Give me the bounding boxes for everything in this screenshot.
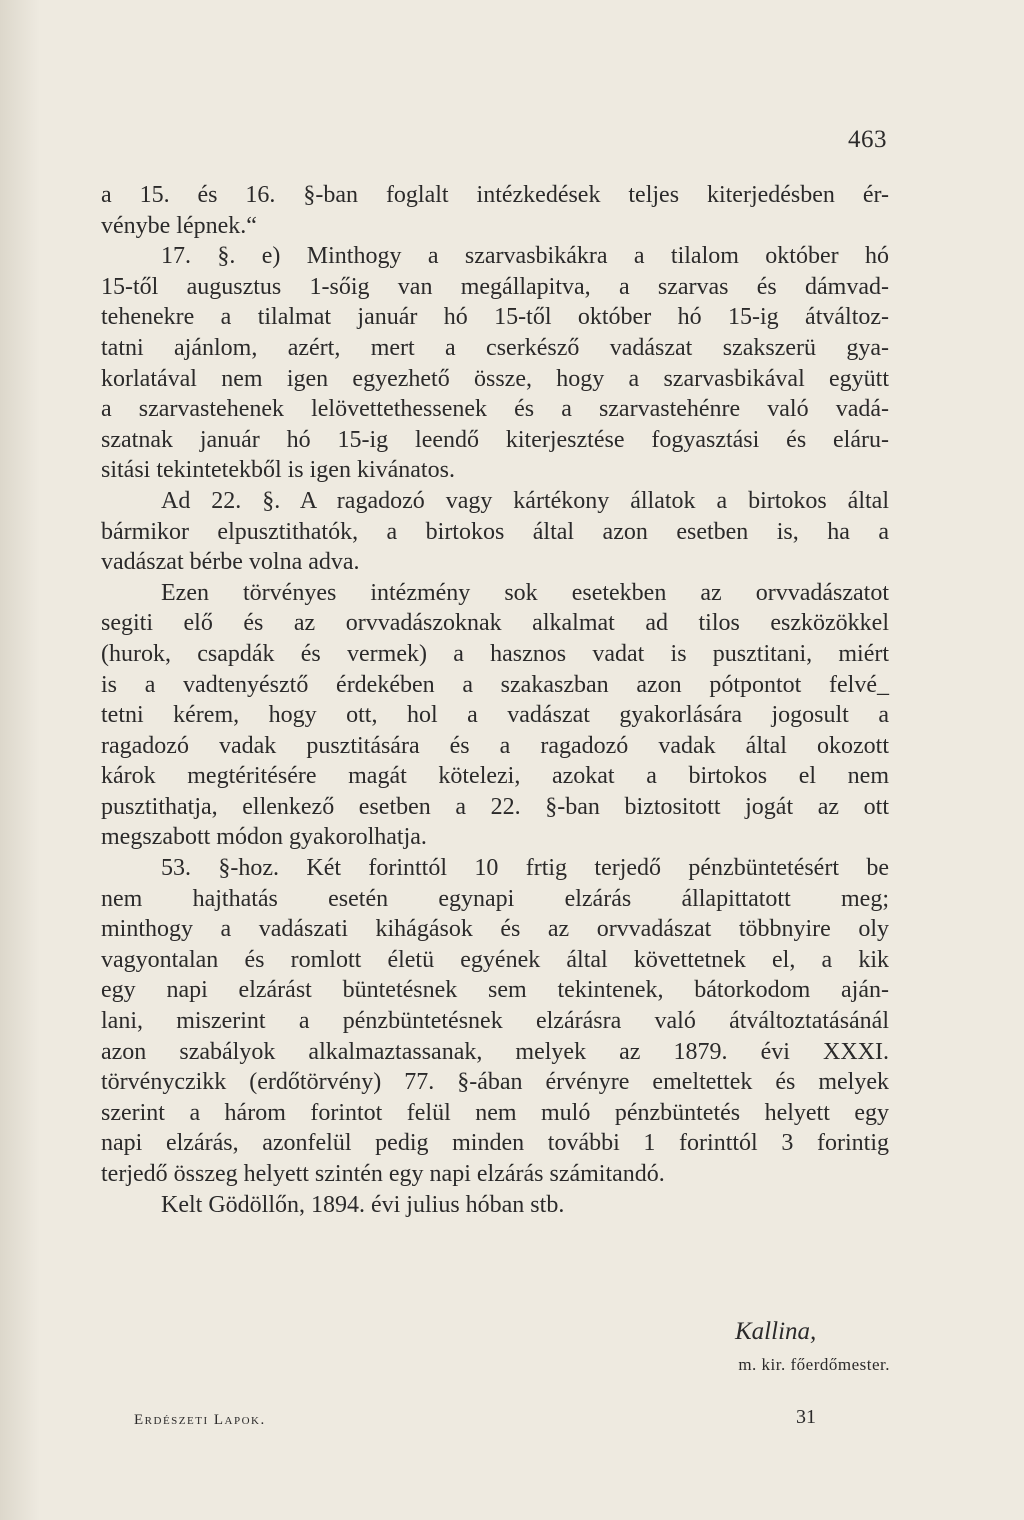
text-line: a szarvastehenek lelövettethessenek és a szarvastehénre való vadá- bbox=[101, 396, 889, 423]
text-line: szerint a három forintot felül nem muló pénzbüntetés helyett egy bbox=[101, 1099, 889, 1126]
text-line: károk megtéritésére magát kötelezi, azokat a birtokos el nem bbox=[101, 763, 889, 790]
text-line: a 15. és 16. §-ban foglalt intézkedések teljes kiterjedésben ér- bbox=[101, 182, 889, 208]
text-line: korlatával nem igen egyezhető össze, hogy a szarvasbikával együtt bbox=[101, 365, 889, 392]
text-line: tatni ajánlom, azért, mert a cserkésző vadászat szakszerü gya- bbox=[101, 334, 889, 361]
text-line: pusztithatja, ellenkező esetben a 22. §-ban biztositott jogát az ott bbox=[101, 793, 889, 820]
text-line: napi elzárás, azonfelül pedig minden további 1 forinttól 3 forintig bbox=[101, 1130, 889, 1157]
text-line: segiti elő és az orvvadászoknak alkalmat ad tilos eszközökkel bbox=[101, 610, 889, 637]
text-line: tetni kérem, hogy ott, hol a vadászat gyakorlására jogosult a bbox=[101, 702, 889, 729]
text-line: sitási tekintetekből is igen kivánatos. bbox=[101, 457, 455, 484]
signature-title: m. kir. főerdőmester. bbox=[738, 1355, 890, 1374]
scan-shadow bbox=[0, 0, 40, 1520]
signature-name: Kallina, bbox=[735, 1318, 817, 1345]
text-line: törvényczikk (erdőtörvény) 77. §-ában érvényre emeltettek és melyek bbox=[101, 1069, 889, 1096]
text-line: vénybe lépnek.“ bbox=[101, 212, 257, 239]
text-line: vadászat bérbe volna adva. bbox=[101, 549, 360, 576]
page-number: 463 bbox=[848, 126, 887, 153]
text-line: 17. §. e) Minthogy a szarvasbikákra a tilalom október hó bbox=[161, 243, 889, 270]
text-line: Kelt Gödöllőn, 1894. évi julius hóban stb. bbox=[161, 1191, 565, 1218]
text-line: tehenekre a tilalmat január hó 15-től október hó 15-ig átváltoz- bbox=[101, 304, 889, 331]
text-line: azon szabályok alkalmaztassanak, melyek az 1879. évi XXXI. bbox=[101, 1038, 889, 1065]
text-line: nem hajthatás esetén egynapi elzárás állapittatott meg; bbox=[101, 885, 889, 912]
text-line: Ezen törvényes intézmény sok esetekben az orvvadászatot bbox=[161, 579, 889, 606]
text-line: 53. §-hoz. Két forinttól 10 frtig terjedő pénzbüntetésért be bbox=[161, 855, 889, 882]
text-line: egy napi elzárást büntetésnek sem tekintenek, bátorkodom aján- bbox=[101, 977, 889, 1004]
text-line: bármikor elpusztithatók, a birtokos által azon esetben is, ha a bbox=[101, 518, 889, 545]
text-line: Ad 22. §. A ragadozó vagy kártékony állatok a birtokos által bbox=[161, 487, 889, 514]
body-text bbox=[101, 180, 889, 1220]
text-line: lani, miszerint a pénzbüntetésnek elzárásra való átváltoztatásánál bbox=[101, 1008, 889, 1035]
text-line: minthogy a vadászati kihágások és az orvvadászat többnyire oly bbox=[101, 916, 889, 943]
text-line: szatnak január hó 15-ig leendő kiterjesztése fogyasztási és eláru- bbox=[101, 426, 889, 453]
text-line: terjedő összeg helyett szintén egy napi elzárás számitandó. bbox=[101, 1161, 665, 1187]
footer-signature-mark: 31 bbox=[796, 1406, 816, 1428]
text-line: is a vadtenyésztő érdekében a szakaszban azon pótpontot felvé_ bbox=[101, 671, 889, 698]
text-line: ragadozó vadak pusztitására és a ragadozó vadak által okozott bbox=[101, 732, 889, 759]
text-line: megszabott módon gyakorolhatja. bbox=[101, 824, 427, 851]
text-line: 15-től augusztus 1-sőig van megállapitva, a szarvas és dámvad- bbox=[101, 273, 889, 300]
footer-journal-title: Erdészeti Lapok. bbox=[134, 1412, 266, 1428]
text-line: vagyontalan és romlott életü egyének által követtetnek el, a kik bbox=[101, 946, 889, 973]
text-line: (hurok, csapdák és vermek) a hasznos vadat is pusztitani, miért bbox=[101, 640, 889, 667]
